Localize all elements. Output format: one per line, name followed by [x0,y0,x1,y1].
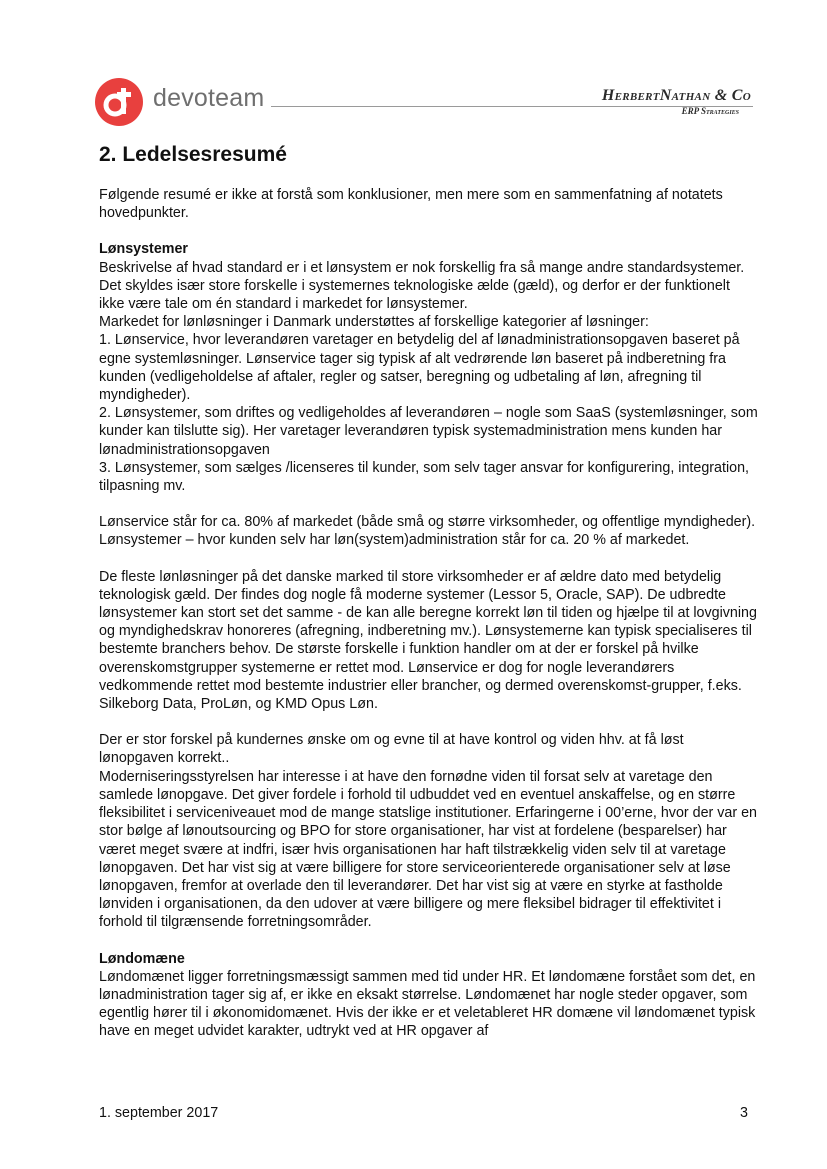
paragraph: De fleste lønløsninger på det danske marked til store virksomheder er af ældre dato med betydelig teknologisk gæld. Der findes dog nogle få moderne systemer (Lessor 5, Oracle, SAP). De udbredte lønsystemer kan stort set det samme - de kan alle beregne korrekt løn til tiden og hjælpe til at lovgivning og myndighedskrav honoreres (afregning, indberetning mv.). Lønsystemerne kan typisk specialiseres til bestemte branchers behov. De største forskelle i funktion handler om at der er forskel på hvilke overenskomstgrupper systemerne er rettet mod. Lønservice er dog for nogle leverandørers vedkommende rettet mod bestemte industrier eller brancher, og dermed overenskomst-grupper, f.eks. Silkeborg Data, ProLøn, og KMD Opus Løn. [99,568,757,713]
partner-name: HerbertNathan & Co [601,87,751,104]
list-item: 3. Lønsystemer, som sælges /licenseres til kunder, som selv tager ansvar for konfigurering, integration, tilpasning mv. [99,459,750,495]
footer-date: 1. september 2017 [99,1105,219,1121]
paragraph: Moderniseringsstyrelsen har interesse i at have den fornødne viden til forsat selv at varetage den samlede lønopgave. Det giver fordele i forhold til udbuddet ved en eventuel anskaffelse, og en større fleksibilitet i serviceniveauet mod de mange statslige institutioner. Erfaringerne i 00’erne, hvor der var en stor bølge af lønoutsourcing og BPO for store organisationer, har vist at fordelene (besparelser) har været meget svære at indfri, især hvis organisationen har haft tilstrækkelig viden selv til at varetage lønopgaven. Det har vist sig at være billigere for store serviceorienterede organisationer selv at løse lønopgaven, fremfor at overlade den til leverandører. Det har vist sig at være en styrke at fastholde lønviden i organisationen, da den udover at være billigere og mere fleksibel bidrager til effektivitet i forhold til tilgrænsende forretningsområder. [99,768,757,931]
paragraph: Der er stor forskel på kundernes ønske om og evne til at have kontrol og viden hhv. at få løst lønopgaven korrekt.. [99,732,684,767]
paragraph: Markedet for lønløsninger i Danmark understøttes af forskellige kategorier af løsninger: [99,314,649,331]
section-heading-londomaene: Løndomæne [99,950,185,967]
partner-logo [602,87,751,116]
page-header [95,78,755,128]
page-title: 2. Ledelsesresumé [99,143,287,166]
list-item: 1. Lønservice, hvor leverandøren varetager en betydelig del af lønadministrationsopgaven baseret på egne systemløsninger. Lønservice tager sig typisk af alt vedrørende løn baseret på indberetning fra kunden (vedligeholdelse af aftaler, regler og satser, beregning og udbetaling af løn, afregning til myndigheder). [99,332,740,404]
document-body [99,186,759,1041]
paragraph: Beskrivelse af hvad standard er i et lønsystem er nok forskellig fra så mange andre standardsystemer. Det skyldes især store forskelle i systemernes teknologiske ælde (gæld), og derfor er der funktionelt ikke være tale om én standard i markedet for lønsystemer. [99,259,745,313]
page-number: 3 [740,1105,748,1121]
paragraph: Lønservice står for ca. 80% af markedet (både små og større virksomheder, og offentlige myndigheder). Lønsystemer – hvor kunden selv har løn(system)administration står for ca. 20 % af markedet. [99,514,756,549]
partner-tagline: ERP Strategies [681,106,739,116]
intro-paragraph: Følgende resumé er ikke at forstå som konklusioner, men mere som en sammenfatning af notatets hovedpunkter. [99,187,723,222]
logo-text: devoteam [153,84,265,112]
section-heading-lonsystemer: Lønsystemer [99,241,188,258]
devoteam-logo-icon [95,78,143,126]
list-item: 2. Lønsystemer, som driftes og vedligeholdes af leverandøren – nogle som SaaS (systemløsninger, som kunder kan tilslutte sig). Her varetager leverandøren typisk systemadministration mens kunden har lønadministrationsopgaven [99,405,758,458]
paragraph: Løndomænet ligger forretningsmæssigt sammen med tid under HR. Et løndomæne forstået som det, en lønadministration tager sig af, er ikke en eksakt størrelse. Løndomænet har nogle steder opgaver, som egentlig hører til i økonomidomænet. Hvis der ikke er et veletableret HR domæne vil løndomænet typisk have en meget udvidet karakter, udtrykt ved at HR opgaver af [99,968,756,1040]
